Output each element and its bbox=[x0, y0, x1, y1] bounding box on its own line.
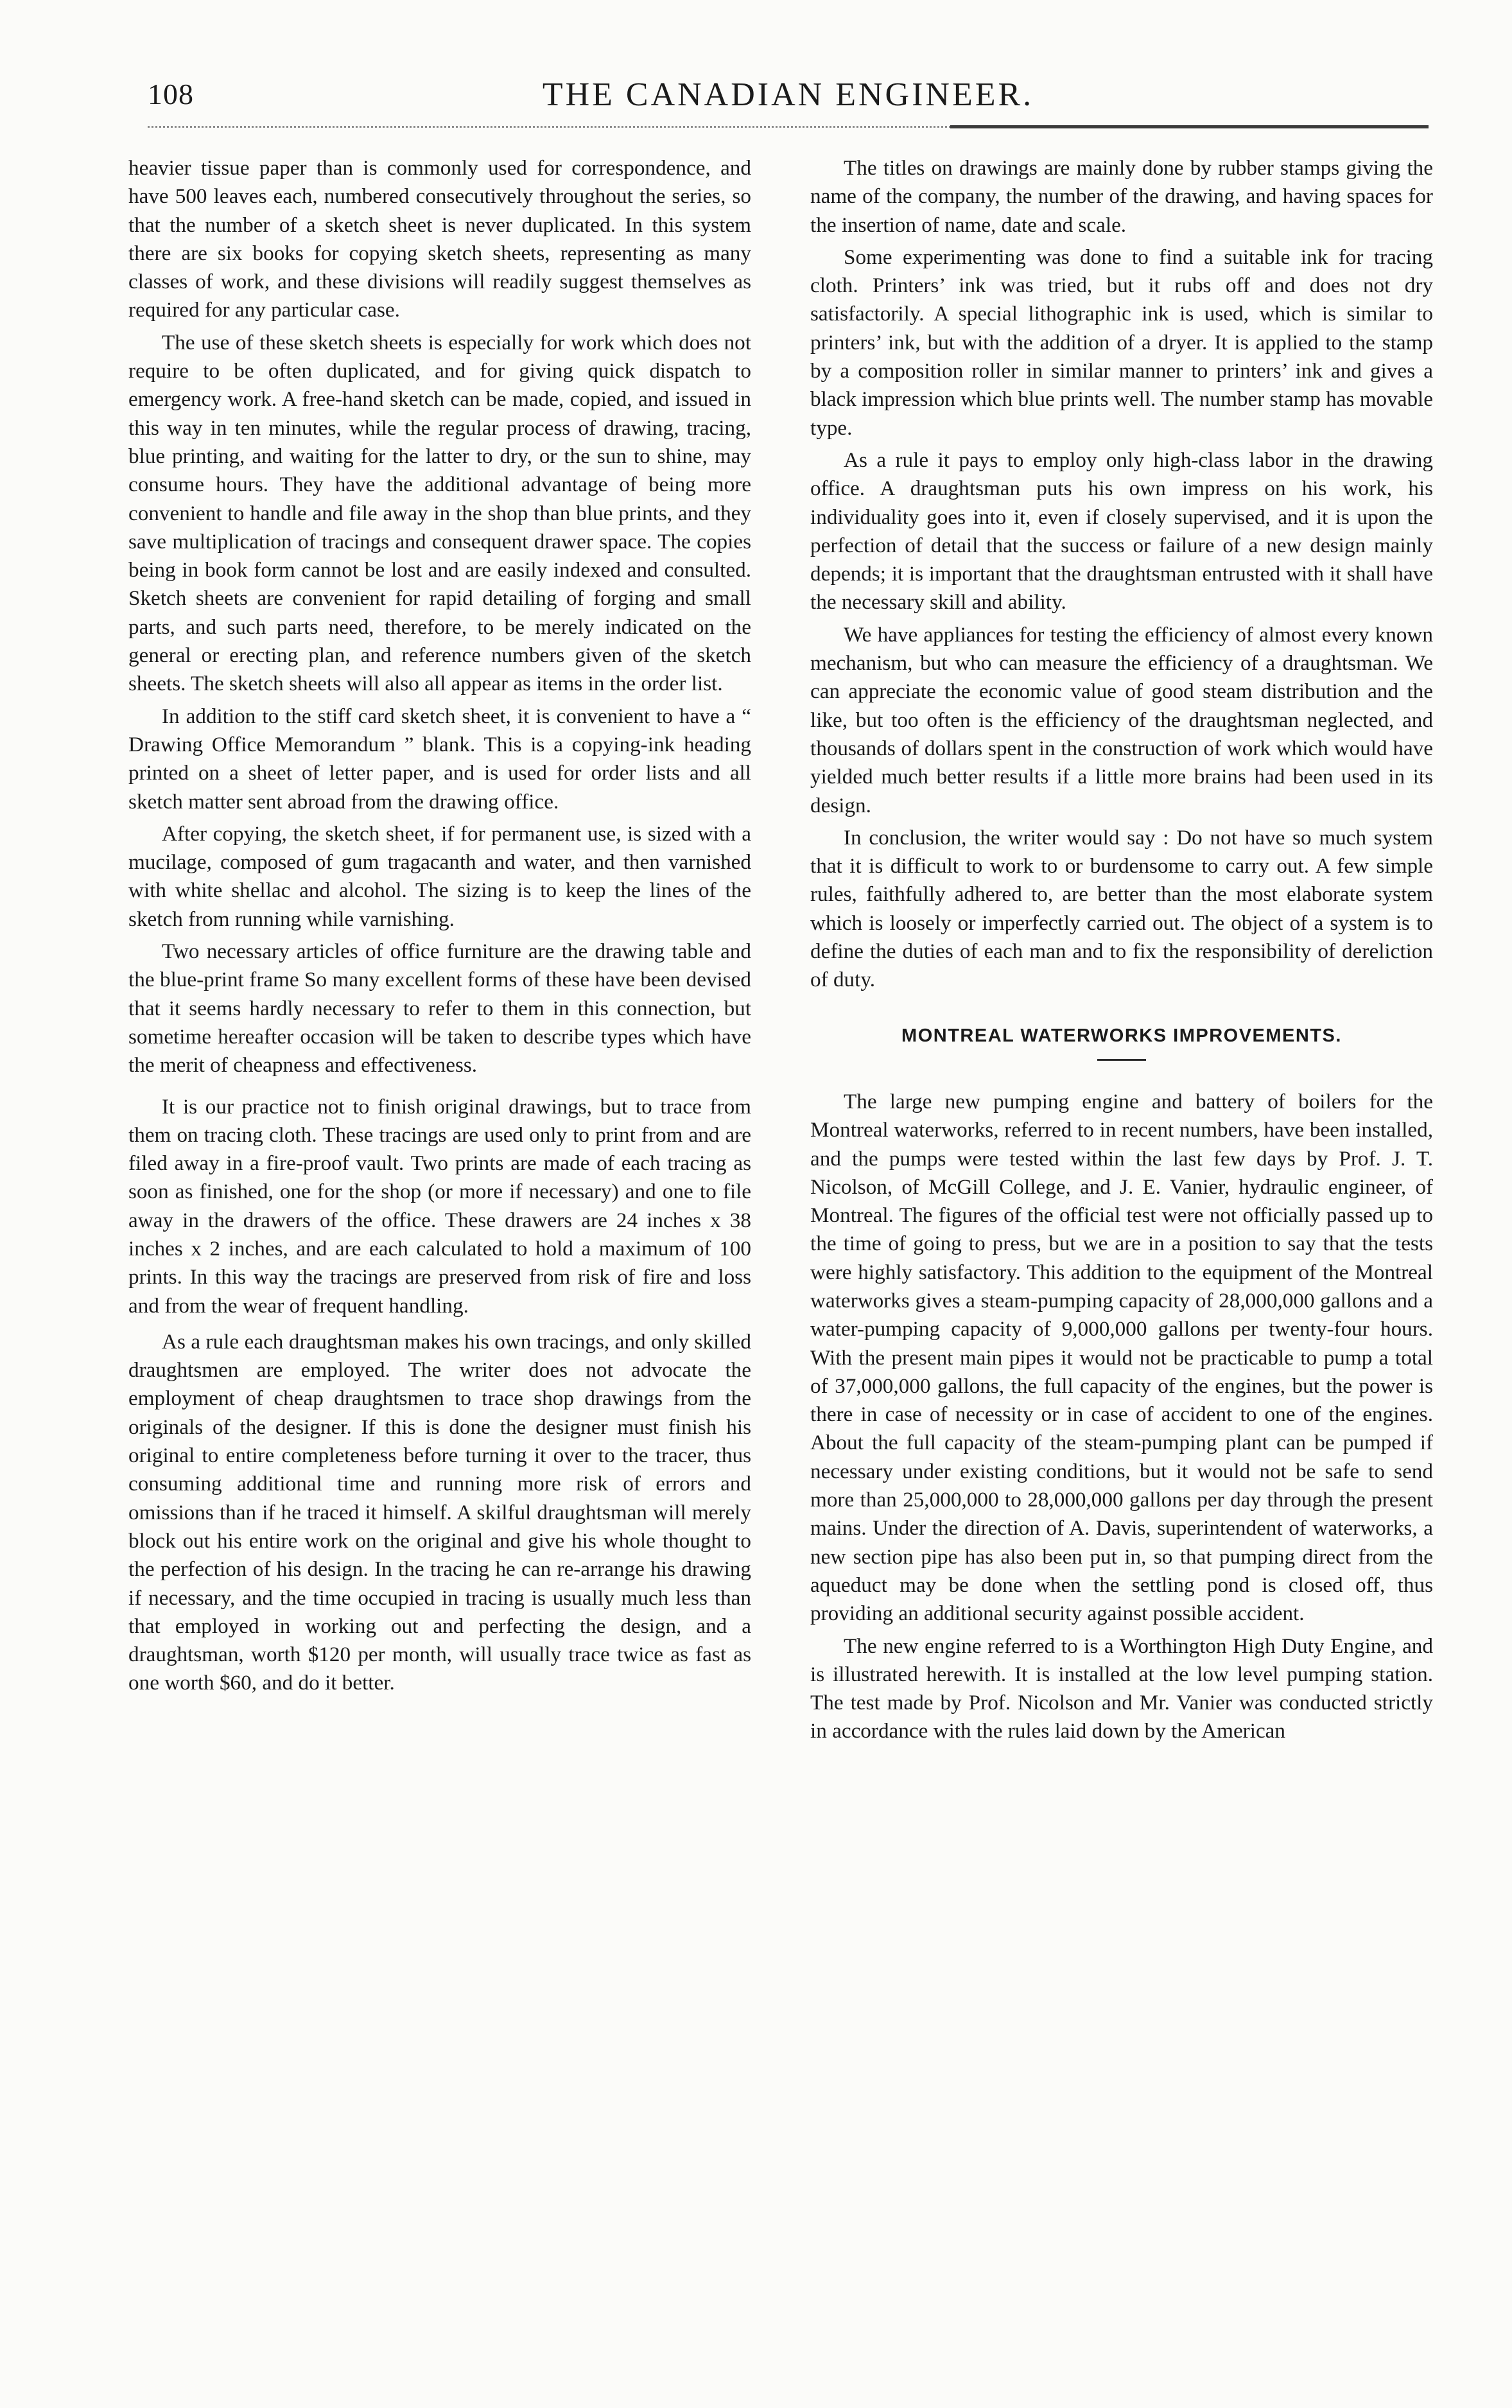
paragraph: heavier tissue paper than is commonly used for correspondence, and have 500 leaves each, numbered consecutively throughout the series, so that the number of a sketch sheet is never duplicated. In this system there are six books for copying sketch sheets, representing as many classes of work, and these divisions will readily suggest themselves as required for any particular case. bbox=[128, 156, 751, 322]
paragraph: The use of these sketch sheets is especially for work which does not require to be often duplicated, and for giving quick dispatch to emergency work. A free-hand sketch can be made, copied, and issued in this way in ten minutes, while the regular process of drawing, tracing, blue printing, and waiting for the latter to dry, or the sun to shine, may consume hours. They have the additional advantage of being more convenient to handle and file away in the shop than blue prints, and they save multiplication of tracings and consequent drawer space. The copies being in book form cannot be lost and are easily indexed and consulted. Sketch sheets are convenient for rapid detailing of forging and small parts, and such parts need, therefore, to be merely indicated on the general or erecting plan, and reference numbers given of the sketch sheets. The sketch sheets will also all appear as items in the order list. bbox=[128, 330, 751, 696]
paragraph: Two necessary articles of office furniture are the drawing table and the blue-print frame So many excellent forms of these have been devised that it seems hardly necessary to refer to them in this connection, but sometime hereafter occasion will be taken to describe types which have the merit of cheapness and effectiveness. bbox=[128, 939, 751, 1077]
heading-rule bbox=[1097, 1059, 1146, 1061]
paragraph: As a rule each draughtsman makes his own tracings, and only skilled draughtsmen are employed. The writer does not advocate the employment of cheap draughtsmen to trace shop drawings from the originals of the designer. If this is done the designer must finish his original to entire completeness before turning it over to the tracer, thus consuming additional time and running more risk of errors and omissions than if he traced it himself. A skilful draughtsman will merely block out his entire work on the original and give his whole thought to the perfection of his design. In the tracing he can re-arrange his drawing if necessary, and the time occupied in tracing is usually much less than that employed in working out and perfecting the design, and a draughtsman, worth $120 per month, will usually trace twice as fast as one worth $60, and do it better. bbox=[128, 1329, 751, 1695]
paragraph: The large new pumping engine and battery of boilers for the Montreal waterworks, referred to in recent numbers, have been installed, and the pumps were tested within the last few days by Prof. J. T. Nicolson, of McGill College, and J. E. Vanier, hydraulic engineer, of Montreal. The figures of the official test were not officially passed up to the time of going to press, but we are in a position to say that the tests were highly satisfactory. This addition to the equipment of the Montreal waterworks gives a steam-pumping capacity of 28,000,000 gallons and a water-pumping capacity of 9,000,000 gallons per twenty-four hours. With the present main pipes it would not be practicable to pump a total of 37,000,000 gallons, the full capacity of the engines, but the power is there in case of necessity or in case of accident to one of the engines. About the full capacity of the steam-pumping plant can be pumped if necessary under existing conditions, but it would not be safe to send more than 25,000,000 to 28,000,000 gallons per day through the present mains. Under the direction of A. Davis, superintendent of waterworks, a new section pipe has also been put in, so that pumping direct from the aqueduct may be done when the settling pond is closed off, thus providing an additional security against possible accident. bbox=[810, 1089, 1433, 1626]
header-rule-solid bbox=[950, 125, 1429, 128]
paragraph: In conclusion, the writer would say : Do not have so much system that it is difficult to work to or burdensome to carry out. A few simple rules, faithfully adhered to, are better than the most elaborate system which is loosely or imperfectly carried out. The object of a system is to define the duties of each man and to fix the responsibility of dereliction of duty. bbox=[810, 825, 1433, 992]
left-column bbox=[128, 154, 751, 1702]
paragraph: After copying, the sketch sheet, if for permanent use, is sized with a mucilage, composed of gum tragacanth and water, and then varnished with white shellac and alcohol. The sizing is to keep the lines of the sketch from running while varnishing. bbox=[128, 821, 751, 931]
paragraph: As a rule it pays to employ only high-class labor in the drawing office. A draughtsman puts his own impress on his work, his individuality goes into it, even if closely supervised, and it is upon the perfection of detail that the success or failure of a new design mainly depends; it is important that the draughtsman entrusted with it shall have the necessary skill and ability. bbox=[810, 448, 1433, 615]
right-column bbox=[810, 154, 1433, 1750]
paragraph: The titles on drawings are mainly done by rubber stamps giving the name of the company, the number of the drawing, and having spaces for the insertion of name, date and scale. bbox=[810, 156, 1433, 237]
paragraph: Some experimenting was done to find a suitable ink for tracing cloth. Printers’ ink was tried, but it rubs off and does not dry satisfactorily. A special lithographic ink is used, which is similar to printers’ ink, but with the addition of a dryer. It is applied to the stamp by a composition roller in similar manner to printers’ ink and gives a black impression which blue prints well. The number stamp has movable type. bbox=[810, 245, 1433, 440]
section-heading: MONTREAL WATERWORKS IMPROVEMENTS. bbox=[901, 1025, 1342, 1046]
paragraph: The new engine referred to is a Worthington High Duty Engine, and is illustrated herewith. It is installed at the low level pumping station. The test made by Prof. Nicolson and Mr. Vanier was conducted strictly in accordance with the rules laid down by the American bbox=[810, 1634, 1433, 1743]
paragraph: We have appliances for testing the efficiency of almost every known mechanism, but who can measure the efficiency of a draughtsman. We can appreciate the economic value of good steam distribution and the like, but too often is the efficiency of the draughtsman neglected, and thousands of dollars spent in the construction of work which would have yielded much better results if a little more brains had been used in its design. bbox=[810, 622, 1433, 817]
page-number: 108 bbox=[148, 78, 194, 110]
page-header bbox=[148, 77, 1429, 116]
paragraph: In addition to the stiff card sketch sheet, it is convenient to have a “ Drawing Office Memorandum ” blank. This is a copying-ink heading printed on a sheet of letter paper, and is used for order lists and all sketch matter sent abroad from the drawing office. bbox=[128, 704, 751, 814]
journal-title: THE CANADIAN ENGINEER. bbox=[542, 76, 1034, 113]
paragraph: It is our practice not to finish original drawings, but to trace from them on tracing cloth. These tracings are used only to print from and are filed away in a fire-proof vault. Two prints are made of each tracing as soon as finished, one for the shop (or more if necessary) and one to file away in the drawers of the office. These drawers are 24 inches x 38 inches x 2 inches, and are each calculated to hold a maximum of 100 prints. In this way the tracings are preserved from risk of fire and loss and from the wear of frequent handling. bbox=[128, 1094, 751, 1318]
